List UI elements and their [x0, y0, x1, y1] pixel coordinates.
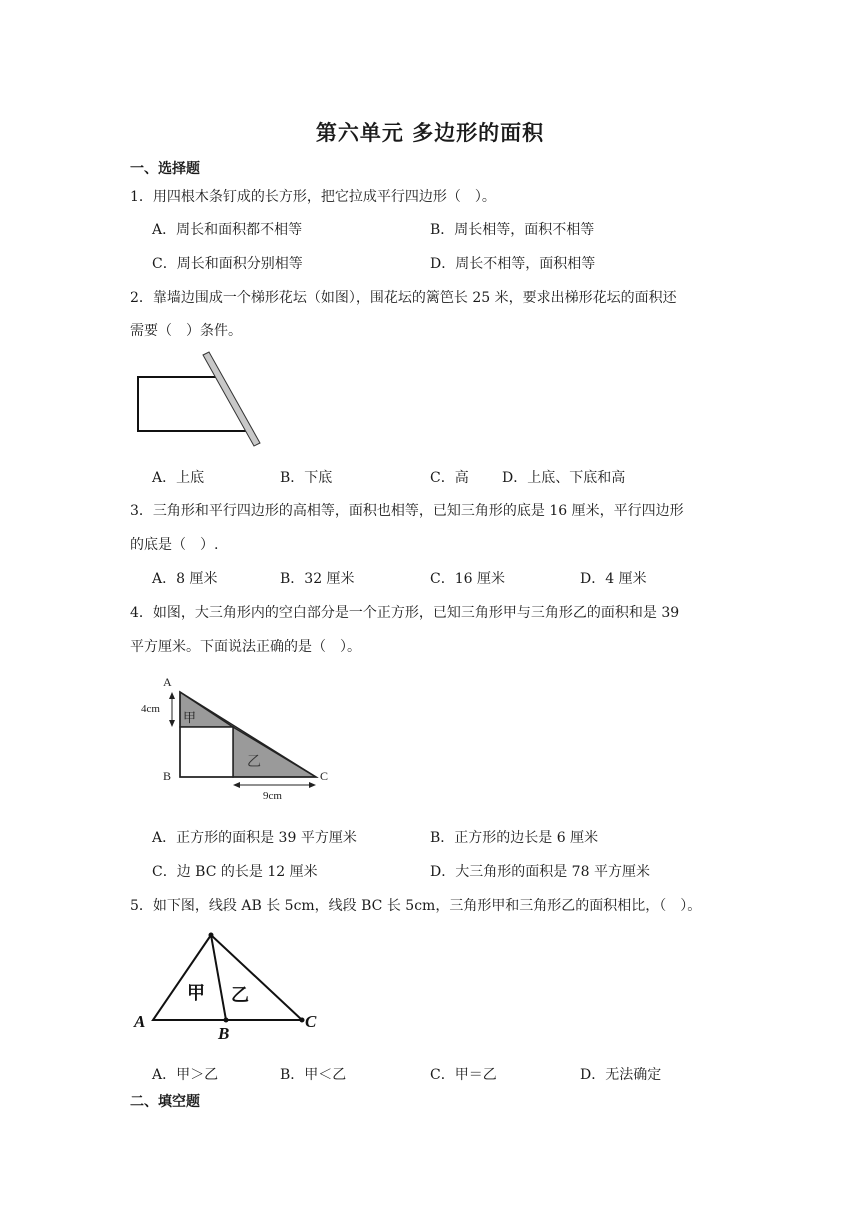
- triangle-yi-label: 乙: [247, 755, 261, 770]
- question-1-option-b: B．周长相等，面积不相等: [430, 222, 595, 238]
- dimension-4cm-label: 4cm: [141, 703, 160, 715]
- question-1-option-d: D．周长不相等，面积相等: [430, 256, 596, 272]
- question-3-option-c: C．16 厘米: [430, 571, 505, 587]
- question-3-stem-line1: 3．三角形和平行四边形的高相等，面积也相等，已知三角形的底是 16 厘米，平行四边形: [130, 503, 684, 519]
- apex-dot: [209, 933, 214, 938]
- point-b-label: B: [218, 1024, 230, 1043]
- question-1-option-a: A．周长和面积都不相等: [152, 222, 303, 238]
- point-a-label: A: [134, 1012, 146, 1031]
- question-5-option-c: C．甲＝乙: [430, 1067, 497, 1083]
- dimension-9cm-label: 9cm: [263, 790, 282, 802]
- question-3-option-a: A．8 厘米: [152, 571, 218, 587]
- vertex-c-label: C: [320, 769, 329, 783]
- section-heading-choice: 一、选择题: [130, 161, 200, 177]
- question-5-stem: 5．如下图，线段 AB 长 5cm，线段 BC 长 5cm，三角形甲和三角形乙的面积相比，（ ）。: [130, 898, 702, 914]
- point-b-dot: [224, 1018, 229, 1023]
- triangle-yi-label: 乙: [231, 985, 249, 1005]
- question-2-option-c: C．高: [430, 470, 469, 486]
- vertex-a-label: A: [163, 675, 172, 689]
- question-3-option-d: D．4 厘米: [580, 571, 647, 587]
- question-2-option-d: D．上底、下底和高: [502, 470, 626, 486]
- question-1-option-c: C．周长和面积分别相等: [152, 256, 303, 272]
- question-4-option-a: A．正方形的面积是 39 平方厘米: [152, 830, 357, 846]
- question-2-stem-line2: 需要（ ）条件。: [130, 323, 242, 339]
- triangle-jia-label: 甲: [187, 983, 205, 1003]
- page-title: 第六单元 多边形的面积: [315, 121, 545, 145]
- question-5-option-b: B．甲＜乙: [280, 1067, 347, 1083]
- question-2-option-a: A．上底: [152, 470, 205, 486]
- question-4-stem-line1: 4．如图，大三角形内的空白部分是一个正方形，已知三角形甲与三角形乙的面积和是 39: [130, 605, 680, 621]
- question-3-stem-line2: 的底是（ ）.: [130, 537, 219, 553]
- question-5-option-d: D．无法确定: [580, 1067, 662, 1083]
- question-5-option-a: A．甲＞乙: [152, 1067, 219, 1083]
- question-2-stem-line1: 2．靠墙边围成一个梯形花坛（如图），围花坛的篱笆长 25 米，要求出梯形花坛的面积还: [130, 290, 677, 306]
- question-1-stem: 1．用四根木条钉成的长方形，把它拉成平行四边形（ ）。: [130, 189, 496, 205]
- question-2-option-b: B．下底: [280, 470, 333, 486]
- point-c-dot: [300, 1018, 305, 1023]
- question-3-option-b: B．32 厘米: [280, 571, 355, 587]
- question-4-option-d: D．大三角形的面积是 78 平方厘米: [430, 864, 650, 880]
- triangle-jia-label: 甲: [183, 710, 197, 725]
- vertex-b-label: B: [163, 769, 172, 783]
- point-c-label: C: [305, 1012, 317, 1031]
- question-4-stem-line2: 平方厘米。下面说法正确的是（ ）。: [130, 639, 361, 655]
- triangle-outline: [153, 935, 302, 1020]
- question-4-option-b: B．正方形的边长是 6 厘米: [430, 830, 599, 846]
- question-4-option-c: C．边 BC 的长是 12 厘米: [152, 864, 318, 880]
- section-heading-fill-in: 二、填空题: [130, 1094, 200, 1110]
